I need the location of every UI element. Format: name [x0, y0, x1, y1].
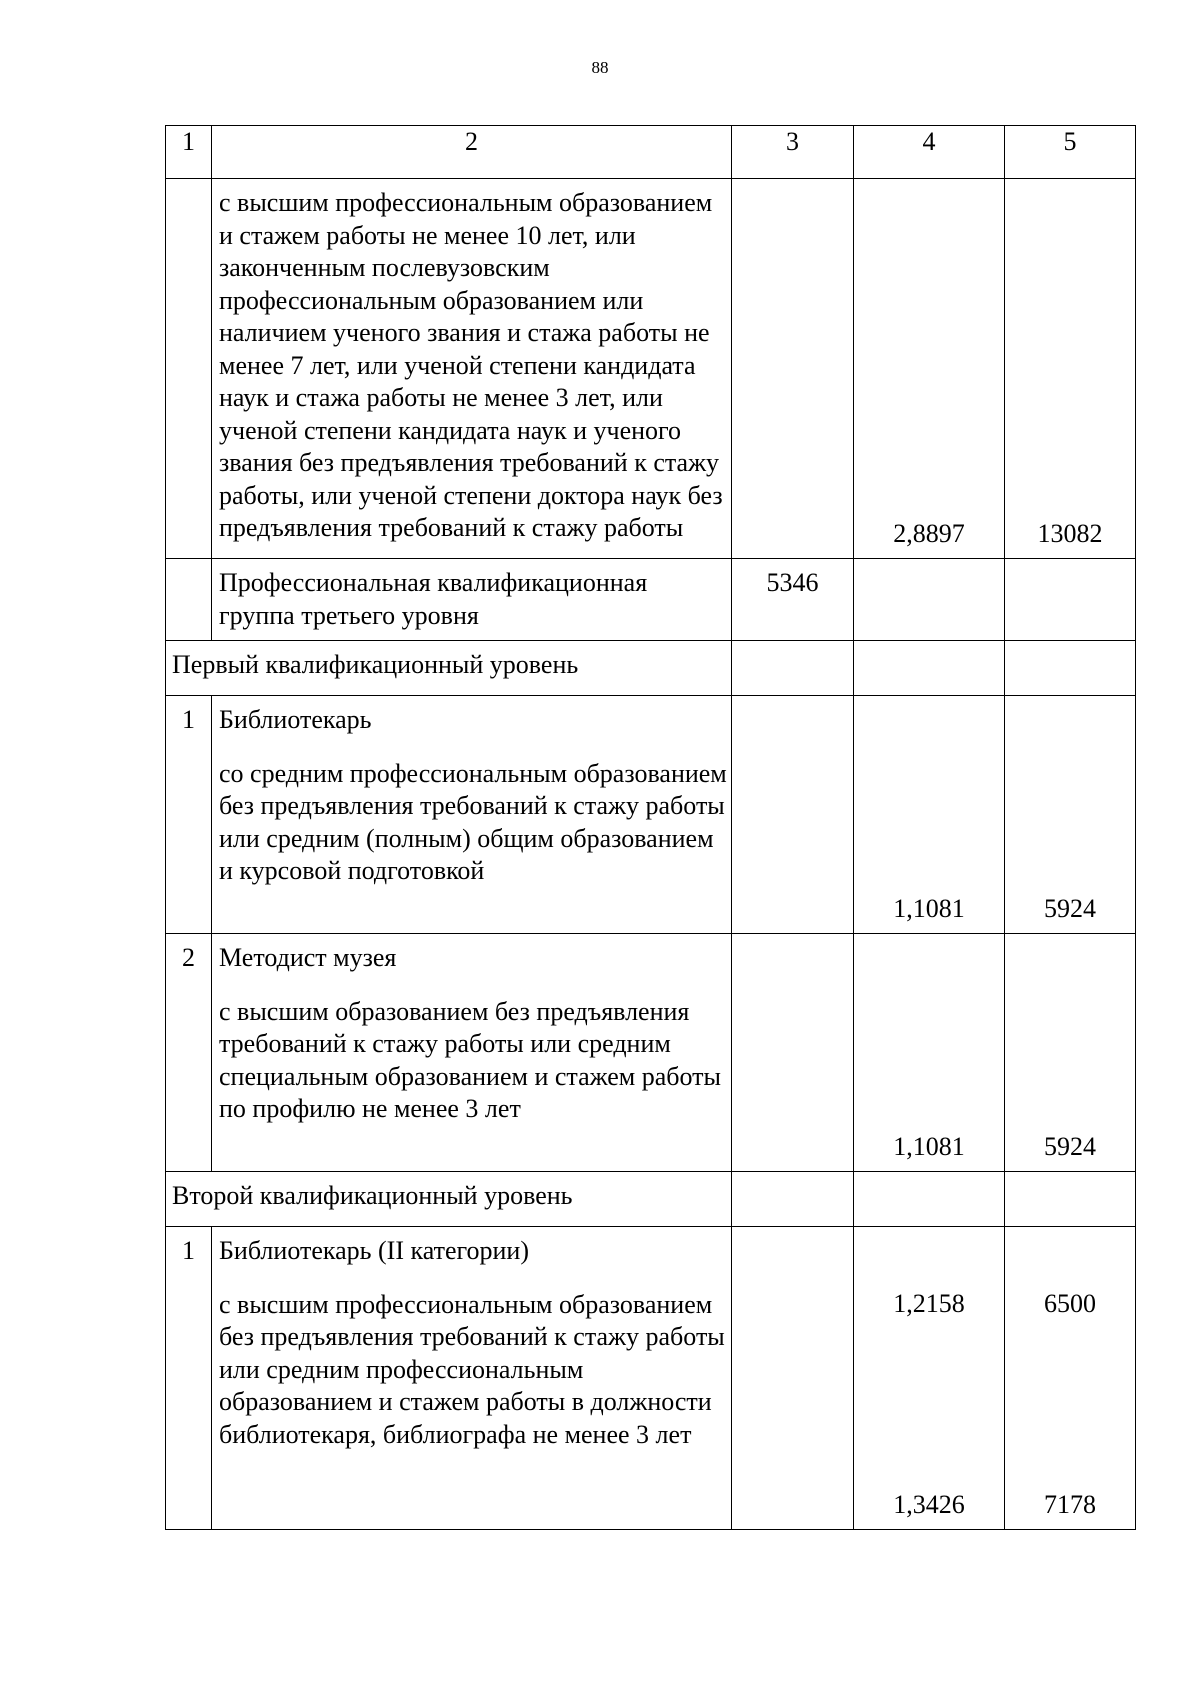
base-salary-cell [732, 179, 854, 559]
coefficient-cell [854, 1227, 1005, 1530]
group-title: Профессиональная квалификационная группа третьего уровня [212, 559, 732, 641]
qualification-requirements: с высшим профессиональным образованием и стажем работы не менее 10 лет, или законченным послевузовским профессиональным образованием или наличием ученого звания и стажа работы не менее 7 лет, или ученой степени кандидата наук и стажа работы не менее 3 лет, или ученой степени кандидата наук и ученого звания без предъявления требований к стажу работы, или ученой степени доктора наук без предъявления требований к стажу работы [212, 179, 732, 559]
section-title: Второй квалификационный уровень [166, 1172, 732, 1227]
table-header-row [166, 126, 1136, 179]
empty-cell [1005, 641, 1136, 696]
coefficient-value: 1,1081 [854, 934, 1005, 1172]
column-header-1: 1 [166, 126, 212, 179]
empty-cell [732, 1172, 854, 1227]
column-header-3: 3 [732, 126, 854, 179]
table-row [166, 179, 1136, 559]
position-cell [212, 1227, 732, 1530]
salary-value: 6500 [1044, 1289, 1096, 1318]
position-cell [212, 934, 732, 1172]
row-number: 1 [166, 696, 212, 934]
position-title: Методист музея [219, 943, 397, 972]
base-salary-cell [732, 1227, 854, 1530]
row-number: 2 [166, 934, 212, 1172]
base-salary-cell [732, 696, 854, 934]
column-header-5: 5 [1005, 126, 1136, 179]
salary-cell [1005, 559, 1136, 641]
empty-cell [854, 1172, 1005, 1227]
empty-cell [1005, 1172, 1136, 1227]
base-salary-cell [732, 934, 854, 1172]
coefficient-value: 1,1081 [854, 696, 1005, 934]
table-row [166, 1227, 1136, 1530]
salary-table [165, 125, 1136, 1530]
coefficient-value: 1,3426 [893, 1489, 965, 1519]
salary-value: 13082 [1005, 179, 1136, 559]
table-row [166, 934, 1136, 1172]
salary-value: 7178 [1044, 1489, 1096, 1519]
column-header-2: 2 [212, 126, 732, 179]
section-row [166, 641, 1136, 696]
qualification-requirements: с высшим профессиональным образованием без предъявления требований к стажу работы или средним профессиональным образованием и стажем работы в должности библиотекаря, библиографа не менее 3 лет [219, 1289, 725, 1449]
page-number: 88 [591, 58, 609, 77]
salary-cell [1005, 1227, 1136, 1530]
section-title: Первый квалификационный уровень [166, 641, 732, 696]
empty-cell [854, 641, 1005, 696]
section-row [166, 1172, 1136, 1227]
table-row [166, 559, 1136, 641]
coefficient-value: 2,8897 [854, 179, 1005, 559]
salary-value: 5924 [1005, 696, 1136, 934]
position-title: Библиотекарь (II категории) [219, 1236, 529, 1265]
row-number-cell [166, 559, 212, 641]
salary-value: 5924 [1005, 934, 1136, 1172]
table-row [166, 696, 1136, 934]
position-title: Библиотекарь [219, 705, 372, 734]
coefficient-value: 1,2158 [893, 1289, 965, 1318]
row-number: 1 [166, 1227, 212, 1530]
coefficient-cell [854, 559, 1005, 641]
position-cell [212, 696, 732, 934]
qualification-requirements: со средним профессиональным образованием без предъявления требований к стажу работы или средним (полным) общим образованием и курсовой подготовкой [219, 758, 727, 885]
qualification-requirements: с высшим образованием без предъявления требований к стажу работы или средним специальным образованием и стажем работы по профилю не менее 3 лет [219, 996, 721, 1123]
base-salary-value: 5346 [732, 559, 854, 641]
row-number-cell [166, 179, 212, 559]
empty-cell [732, 641, 854, 696]
column-header-4: 4 [854, 126, 1005, 179]
